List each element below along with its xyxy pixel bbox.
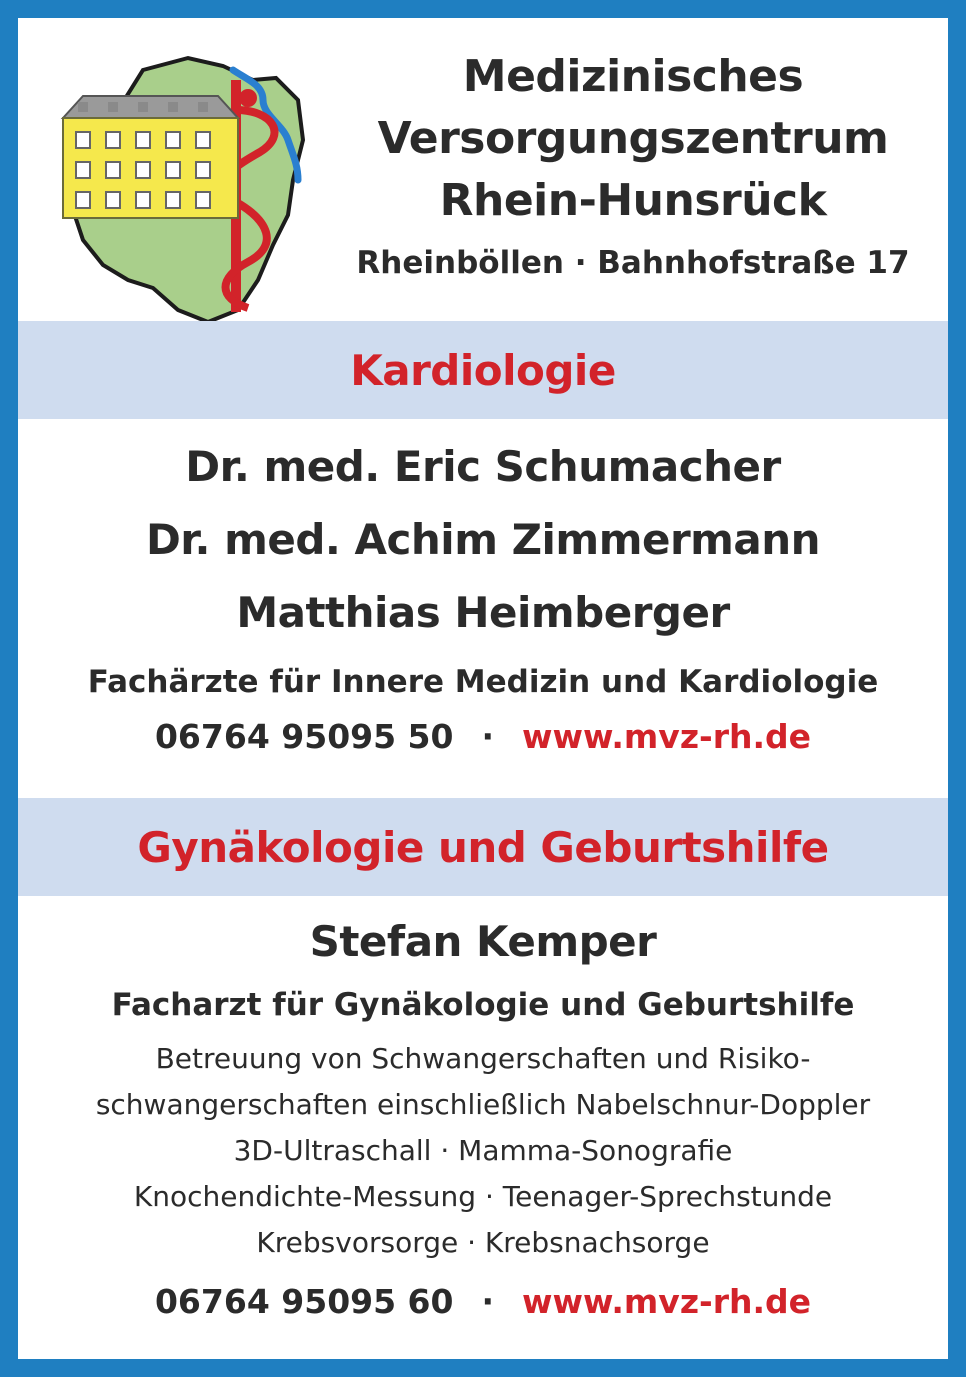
gynecology-website-link[interactable]: www.mvz-rh.de bbox=[522, 1282, 812, 1321]
service-line: 3D-Ultraschall · Mamma-Sonografie bbox=[233, 1134, 733, 1167]
header bbox=[18, 18, 948, 318]
service-line: Krebsvorsorge · Krebsnachsorge bbox=[256, 1226, 710, 1259]
cardiology-heading: Kardiologie bbox=[350, 345, 616, 395]
title-line-1: Medizinisches bbox=[462, 51, 804, 102]
cardiology-contact bbox=[18, 711, 948, 763]
title-line-2: Versorgungszentrum bbox=[377, 113, 889, 164]
address: Rheinböllen · Bahnhofstraße 17 bbox=[356, 245, 910, 281]
cardiology-qualification: Fachärzte für Innere Medizin und Kardiologie bbox=[87, 664, 879, 700]
services-list bbox=[18, 1036, 948, 1266]
gynecology-phone[interactable]: 06764 95095 60 bbox=[154, 1282, 454, 1321]
doctor-name: Matthias Heimberger bbox=[236, 588, 730, 637]
doctor-name: Dr. med. Achim Zimmermann bbox=[145, 515, 821, 564]
cardiology-website-link[interactable]: www.mvz-rh.de bbox=[522, 717, 812, 756]
title-block bbox=[318, 46, 948, 286]
doctor-name: Stefan Kemper bbox=[309, 917, 657, 966]
gynecology-qualification: Facharzt für Gynäkologie und Geburtshilfe bbox=[111, 987, 855, 1023]
gynecology-contact bbox=[18, 1276, 948, 1328]
title-line-3: Rhein-Hunsrück bbox=[439, 175, 827, 226]
mvz-logo bbox=[48, 40, 318, 330]
separator: · bbox=[481, 1282, 495, 1321]
gynecology-heading: Gynäkologie und Geburtshilfe bbox=[137, 822, 829, 872]
separator: · bbox=[481, 717, 495, 756]
cardiology-band bbox=[18, 321, 948, 419]
gynecology-band bbox=[18, 798, 948, 896]
service-line: Betreuung von Schwangerschaften und Risiko- bbox=[155, 1042, 811, 1075]
service-line: Knochendichte-Messung · Teenager-Sprechstunde bbox=[133, 1180, 833, 1213]
service-line: schwangerschaften einschließlich Nabelschnur-Doppler bbox=[95, 1088, 871, 1121]
gynecology-section bbox=[18, 905, 948, 1328]
cardiology-phone[interactable]: 06764 95095 50 bbox=[154, 717, 454, 756]
building-icon bbox=[63, 96, 238, 218]
cardiology-section bbox=[18, 430, 948, 763]
doctor-name: Dr. med. Eric Schumacher bbox=[185, 442, 781, 491]
